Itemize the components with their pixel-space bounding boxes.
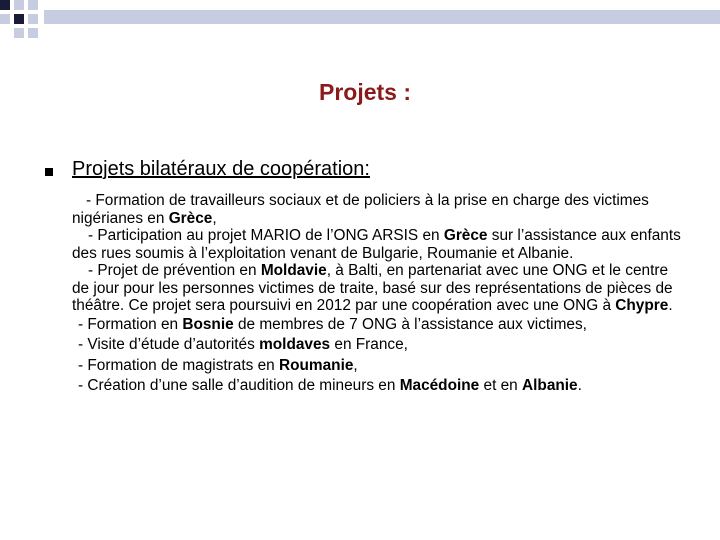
square-bullet-icon — [45, 168, 53, 176]
list-item: - Formation de magistrats en Roumanie, — [78, 356, 358, 374]
list-item: - Formation en Bosnie de membres de 7 ONG à l’assistance aux victimes, — [78, 315, 587, 333]
list-item: - Création d’une salle d’audition de mineurs en Macédoine et en Albanie. — [78, 377, 582, 394]
paragraph: - Projet de prévention en Moldavie, à Balti, en partenariat avec une ONG et le centre de jour pour les personnes victimes de traite, basé sur des représentations de pièces de théâtre. Ce projet sera poursuivi en 2012 par une coopération avec une ONG à Chypre. — [72, 262, 673, 314]
slide-title: Projets : — [318, 79, 412, 105]
slide-body — [72, 192, 682, 397]
section-heading: Projets bilatéraux de coopération: — [72, 158, 370, 180]
paragraph: - Formation de travailleurs sociaux et de policiers à la prise en charge des victimes nigérianes en Grèce, — [72, 192, 649, 227]
paragraph: - Participation au projet MARIO de l’ONG ARSIS en Grèce sur l’assistance aux enfants des rues soumis à l’exploitation venant de Bulgarie, Roumanie et Albanie. — [72, 227, 681, 262]
list-item: - Visite d’étude d’autorités moldaves en France, — [78, 336, 408, 353]
header-decoration — [0, 0, 720, 50]
